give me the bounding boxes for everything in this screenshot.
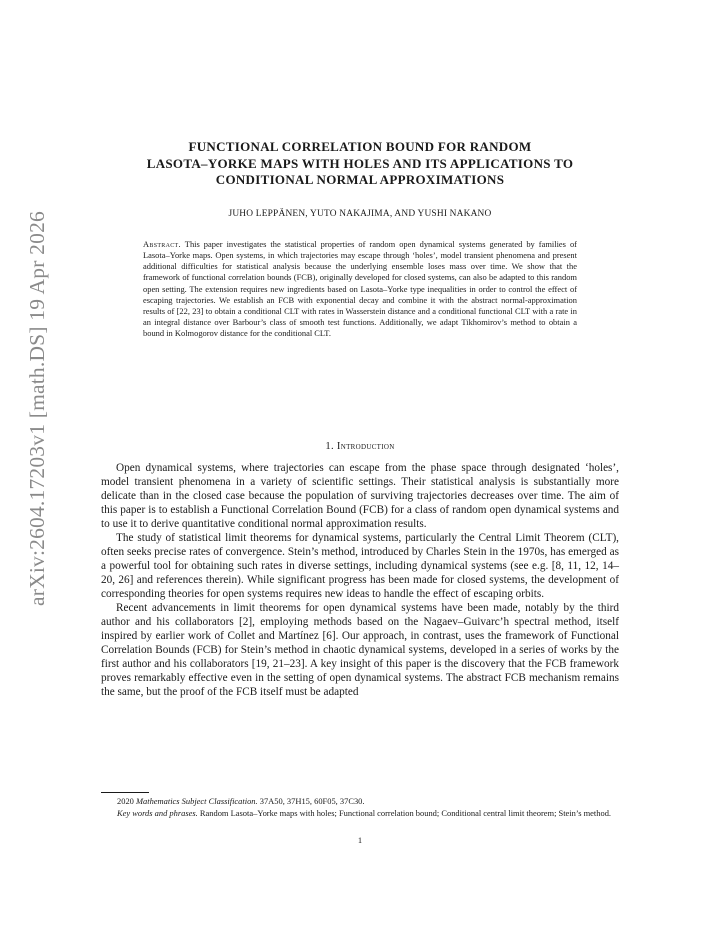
msc-footnote (101, 796, 619, 808)
title-line: CONDITIONAL NORMAL APPROXIMATIONS (215, 172, 505, 187)
keywords: Random Lasota–Yorke maps with holes; Functional correlation bound; Conditional central limit theorem; Stein’s method. (199, 807, 612, 818)
msc-label: Mathematics Subject Classification. (135, 796, 258, 806)
title-line: FUNCTIONAL CORRELATION BOUND FOR RANDOM (188, 139, 532, 154)
footnote-rule (101, 792, 149, 793)
keywords-label: Key words and phrases. (117, 807, 198, 818)
section-number: 1. (325, 441, 334, 452)
author-list: JUHO LEPPÄNEN, YUTO NAKAJIMA, AND YUSHI NAKANO (228, 209, 492, 219)
page-number: 1 (357, 835, 363, 845)
paragraph: The study of statistical limit theorems for dynamical systems, particularly the Central Limit Theorem (CLT), often seeks precise rates of convergence. Stein’s method, introduced by Charles Stein in the 1970s, has emerged as a powerful tool for obtaining such rates in diverse settings, including dynamical systems (see e.g. [8, 11, 12, 14–20, 26] and references therein). While significant progress has been made for closed systems, the development of corresponding theories for open systems requires new ideas to handle the effect of escaping orbits. (101, 532, 619, 600)
section-heading (100, 441, 620, 452)
abstract-text: This paper investigates the statistical properties of random open dynamical systems generated by families of Lasota–Yorke maps. Open systems, in which trajectories may escape through ‘holes’, model transient phenomena and present additional difficulties for statistical analysis because the underlying ensemble loses mass over time. We show that the framework of functional correlation bounds (FCB), originally developed for closed systems, can also be adapted to this random open setting. The extension requires new ingredients based on Lasota–Yorke type inequalities in order to control the effect of escaping trajectories. We establish an FCB with exponential decay and combine it with the abstract normal-approximation results of [22, 23] to obtain a conditional CLT with rates in Wasserstein distance and a conditional functional CLT with a rate in an integral distance over Barbour’s class of smooth test functions. Additionally, we adapt Tikhomirov’s method to obtain a bound in Kolmogorov distance for the conditional CLT. (143, 239, 577, 339)
title-line: LASOTA–YORKE MAPS WITH HOLES AND ITS APPLICATIONS TO (146, 155, 574, 171)
abstract (143, 239, 577, 339)
msc-codes: 37A50, 37H15, 60F05, 37C30. (259, 796, 365, 806)
section-title: Introduction (336, 441, 395, 452)
paragraph: Open dynamical systems, where trajectories can escape from the phase space through designated ‘holes’, model transient phenomena in a variety of scientific settings. Their statistical analysis is substantially more delicate than in the closed case because the population of surviving trajectories decreases over time. The aim of this paper is to establish a Functional Correlation Bound (FCB) for a class of random open dynamical systems and to use it to derive quantitative conditional normal approximation results. (101, 462, 619, 530)
msc-year: 2020 (117, 796, 134, 806)
body-text (101, 461, 619, 699)
footnotes (101, 796, 619, 819)
keywords-footnote (101, 808, 619, 820)
abstract-label: Abstract. (143, 239, 181, 249)
paper-title (100, 139, 620, 189)
paragraph: Recent advancements in limit theorems for open dynamical systems have been made, notably by the third author and his collaborators [2], employing methods based on the Nagaev–Guivarc’h spectral method, itself inspired by earlier work of Collet and Martínez [6]. Our approach, in contrast, uses the framework of Functional Correlation Bounds (FCB) for Stein’s method in chaotic dynamical systems, developed in a series of works by the first author and his collaborators [19, 21–23]. A key insight of this paper is the discovery that the FCB framework proves remarkably effective even in the setting of open dynamical systems. The abstract FCB mechanism remains the same, but the proof of the FCB itself must be adapted (101, 602, 619, 698)
arxiv-stamp: arXiv:2604.17203v1 [math.DS] 19 Apr 2026 (25, 211, 49, 606)
